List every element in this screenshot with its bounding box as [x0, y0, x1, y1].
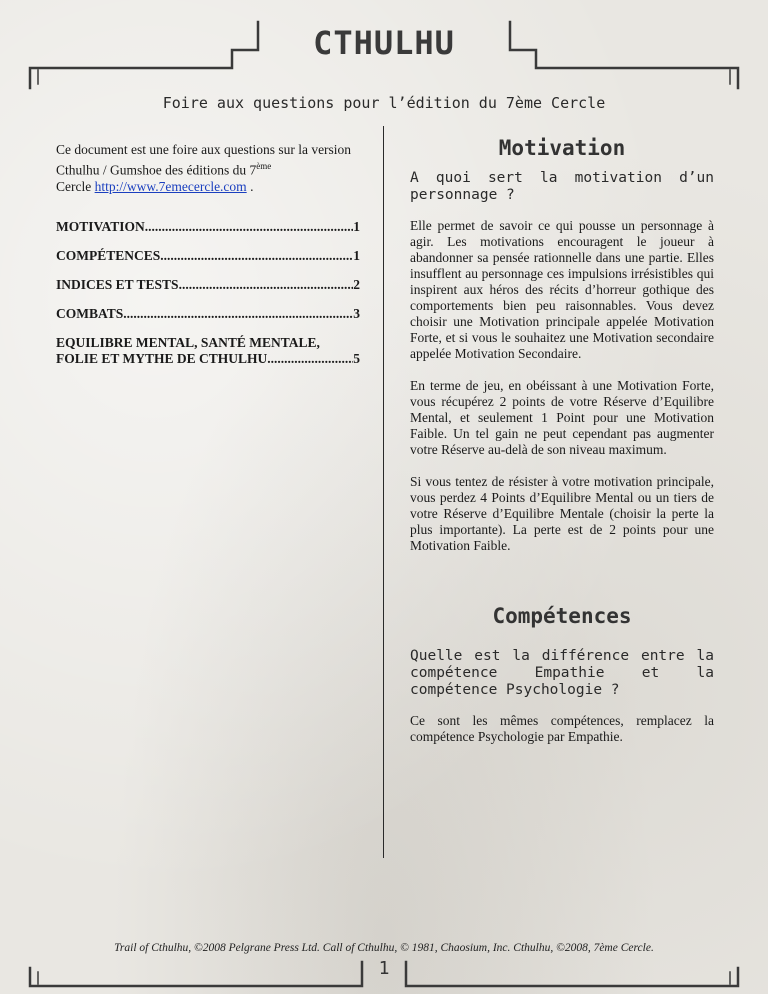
- intro-paragraph: [56, 142, 360, 195]
- intro-text-end: .: [246, 178, 254, 194]
- website-link[interactable]: http://www.7emecercle.com: [94, 178, 247, 194]
- answer-paragraph: Si vous tentez de résister à votre motivation principale, vous perdez 4 Points d’Equilibre Mental ou un tiers de votre Réserve d’Equilibre Mentale (choisir la perte la plus importante). La perte est de 2 points pour une Motivation Faible.: [410, 474, 714, 553]
- toc-item-competences[interactable]: COMPÉTENCES ..... 1: [56, 248, 360, 264]
- toc-page: 1: [353, 247, 360, 263]
- footer-copyright: Trail of Cthulhu, ©2008 Pelgrane Press Ltd. Call of Cthulhu, © 1981, Chaosium, Inc. Cthulhu, ©2008, 7ème Cercle.: [114, 942, 654, 954]
- answer-paragraph: En terme de jeu, en obéissant à une Motivation Forte, vous récupérez 2 points de votre Réserve d’Equilibre Mental, et seulement 1 Point pour une Motivation Faible. Un tel gain ne peut cependant pas augmenter votre Réserve au-delà de son niveau maximum.: [410, 378, 714, 457]
- intro-superscript: ème: [256, 161, 272, 171]
- section-motivation: [410, 136, 714, 554]
- answer-paragraph: Elle permet de savoir ce qui pousse un personnage à agir. Les motivations encouragent le joueur à abandonner sa pensée rationnelle dans une partie. Elles insufflent au personnage ces impulsions irrésistibles qui inspirent aux héros des récits d’horreur gothique des comportements bien peu raisonnables. Vous devez choisir une Motivation principale appelée Motivation Forte, et si vous le souhaitez une Motivation secondaire appelée Motivation Secondaire.: [410, 218, 714, 361]
- left-column: [56, 142, 360, 380]
- toc-item-equilibre[interactable]: EQUILIBRE MENTAL, SANTÉ MENTALE, FOLIE ET MYTHE DE CTHULHU ..... 5: [56, 335, 360, 367]
- toc-item-motivation[interactable]: MOTIVATION ..... 1: [56, 219, 360, 235]
- toc-item-indices[interactable]: INDICES ET TESTS ..... 2: [56, 277, 360, 293]
- section-heading-competences: Compétences: [492, 604, 632, 628]
- question-competences: Quelle est la différence entre la compétence Empathie et la compétence Psychologie ?: [410, 648, 714, 698]
- toc-page: 2: [353, 276, 360, 292]
- intro-text: Ce document est une foire aux questions sur la version Cthulhu / Gumshoe des éditions du 7: [56, 142, 352, 178]
- column-divider: [383, 126, 384, 858]
- question-motivation: A quoi sert la motivation d’un personnage ?: [410, 170, 714, 203]
- table-of-contents: [56, 219, 360, 367]
- section-heading-motivation: Motivation: [498, 136, 626, 160]
- toc-page: 3: [353, 305, 360, 321]
- toc-page: 1: [353, 218, 360, 234]
- document-subtitle: Foire aux questions pour l’édition du 7ème Cercle: [162, 94, 606, 112]
- section-competences: [410, 604, 714, 745]
- toc-item-combats[interactable]: COMBATS ..... 3: [56, 306, 360, 322]
- toc-page: 5: [353, 350, 360, 366]
- document-title: CTHULHU: [313, 24, 455, 62]
- answer-paragraph: Ce sont les mêmes compétences, remplacez la compétence Psychologie par Empathie.: [410, 713, 714, 744]
- page-number: 1: [378, 958, 390, 979]
- right-column: [410, 136, 714, 761]
- intro-text-middle: Cercle: [56, 178, 95, 194]
